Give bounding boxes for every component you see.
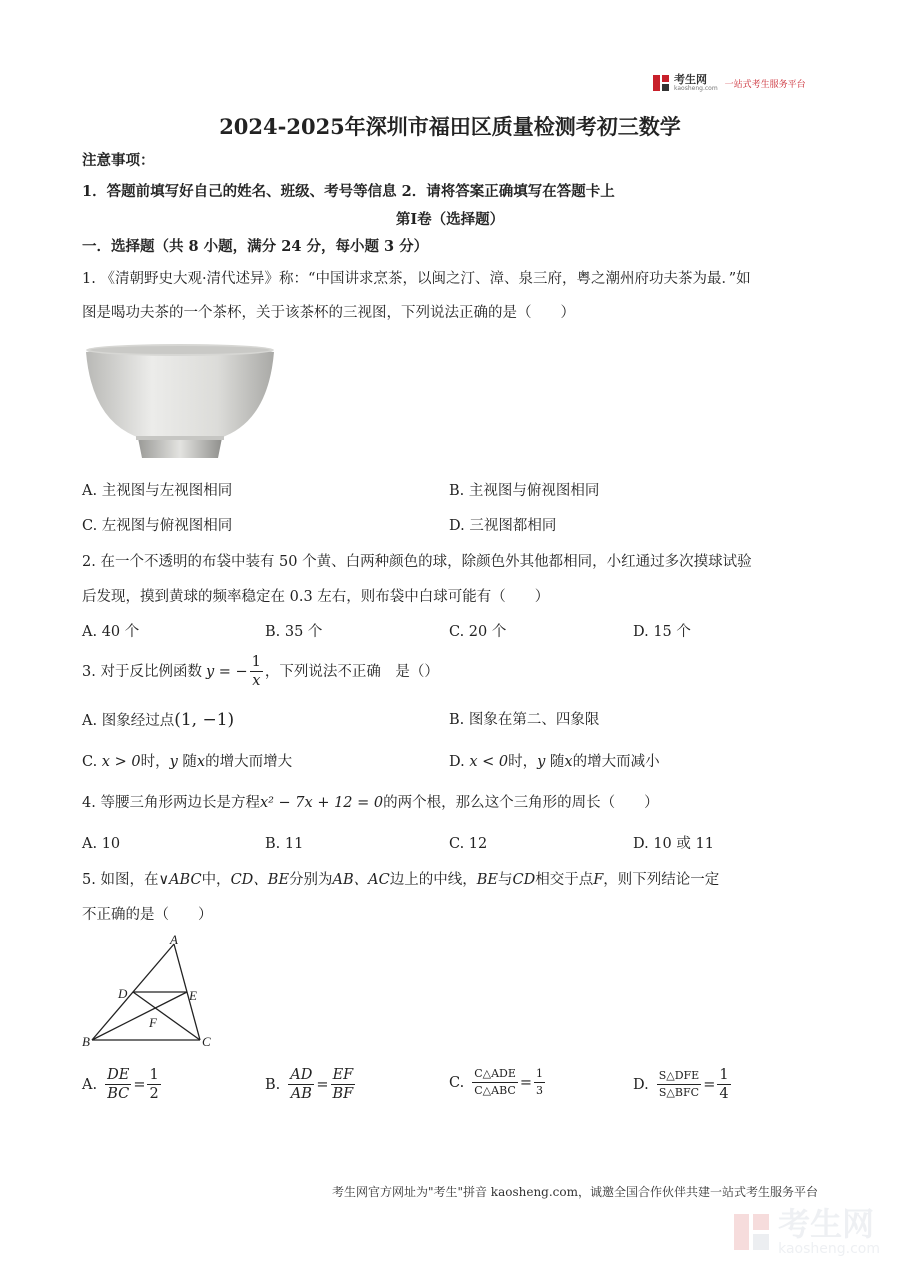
q5-option-a-rnum: 1 — [149, 1067, 159, 1083]
q5-option-b-rhs — [331, 1066, 356, 1103]
q2-option-b: B. 35 个 — [265, 624, 323, 640]
q5-option-a-rhs — [147, 1066, 160, 1103]
q3-option-d-cond: x < 0 — [469, 754, 509, 770]
q3-option-d-mid: 时， — [508, 754, 538, 770]
q5-option-a-eq: = — [133, 1076, 146, 1093]
q4-suffix: 的两个根，那么这个三角形的周长（ ） — [383, 795, 659, 811]
q3-option-d-label: D. — [449, 754, 465, 770]
q5-option-c-lhs — [472, 1066, 518, 1099]
notice-heading: 注意事项： — [82, 152, 155, 169]
q3-func-lhs: y = − — [205, 663, 248, 680]
q1-line2: 图是喝功夫茶的一个茶杯，关于该茶杯的三视图，下列说法正确的是（ ） — [82, 305, 575, 321]
q3-option-c-end: 的增大而增大 — [205, 754, 293, 770]
q4-option-c: C. 12 — [449, 836, 488, 852]
label-c: C — [202, 1034, 211, 1049]
q5-segments: CD、BE — [230, 872, 290, 888]
q5-option-d-num: S△DFE — [657, 1068, 701, 1085]
q5-option-b-rnum: EF — [332, 1067, 354, 1083]
q3-option-b: B. 图象在第二、四象限 — [449, 712, 600, 728]
logo-text-block — [674, 74, 718, 92]
part-title: 第Ⅰ卷（选择题） — [395, 211, 505, 228]
q3-option-d — [449, 752, 660, 772]
logo-name: 考生网 — [674, 73, 707, 86]
q5-option-c-rhs — [534, 1066, 545, 1099]
q5-option-b-num: AD — [290, 1067, 313, 1083]
triangle-figure — [78, 932, 218, 1050]
q1-option-c: C. 左视图与俯视图相同 — [82, 518, 233, 534]
q5-option-d-lhs — [657, 1068, 701, 1101]
q5-option-b-den: AB — [290, 1086, 312, 1102]
q3-func-fraction — [250, 653, 263, 690]
q1-option-d: D. 三视图都相同 — [449, 518, 557, 534]
q5-option-b-rden: BF — [332, 1086, 354, 1102]
q5-text-g: ，则下列结论一定 — [603, 872, 720, 888]
brand-logo — [652, 74, 806, 92]
label-f: F — [149, 1015, 157, 1030]
q3-option-c — [82, 752, 292, 772]
label-d: D — [118, 986, 128, 1001]
logo-slogan: 一站式考生服务平台 — [724, 79, 806, 90]
q2-line2: 后发现，摸到黄球的频率稳定在 0.3 左右，则布袋中白球可能有（ ） — [82, 589, 550, 605]
page-title: 2024-2025年深圳市福田区质量检测考初三数学 — [219, 114, 681, 139]
q3-func-num: 1 — [251, 654, 261, 670]
q3-option-c-cond: x > 0 — [101, 754, 141, 770]
q5-option-d-label: D. — [633, 1076, 649, 1093]
q5-text-f: 相交于点 — [535, 872, 594, 888]
q3-func-den: x — [252, 673, 261, 689]
q5-option-b-eq: = — [316, 1076, 329, 1093]
label-b: B — [82, 1034, 90, 1049]
q1-option-a: A. 主视图与左视图相同 — [82, 483, 233, 499]
q3-option-c-mid2: 随 — [182, 754, 197, 770]
q3-option-c-label: C. — [82, 754, 98, 770]
q2-option-a: A. 40 个 — [82, 624, 140, 640]
q5-option-c-rden: 3 — [536, 1084, 544, 1097]
q1-line1: 1. 《清朝野史大观·清代述异》称：“中国讲求烹茶，以闽之汀、漳、泉三府，粤之潮州府功夫茶为最．”如 — [82, 271, 751, 287]
q4-stem — [82, 793, 659, 813]
q3-option-d-x: x — [564, 754, 573, 770]
q3-prefix: 3. 对于反比例函数 — [82, 663, 202, 680]
q5-option-c-label: C. — [449, 1074, 465, 1091]
q5-be: BE — [476, 872, 498, 888]
q3-option-c-mid: 时， — [140, 754, 170, 770]
q5-line2: 不正确的是（ ） — [82, 907, 213, 923]
q5-option-d-rhs — [717, 1066, 730, 1103]
q5-option-d-eq: = — [703, 1076, 716, 1093]
q5-text-b: 中， — [201, 872, 231, 888]
q3-option-c-x: x — [196, 754, 206, 770]
q5-option-c-rnum: 1 — [534, 1066, 545, 1083]
q5-option-c — [449, 1066, 547, 1099]
q5-text-c: 分别为 — [289, 872, 333, 888]
q3-option-d-y: y — [537, 754, 546, 770]
q3-option-a-point: (1, −1) — [174, 710, 235, 730]
q5-option-a-label: A. — [82, 1076, 98, 1093]
q4-prefix: 4. 等腰三角形两边长是方程 — [82, 795, 260, 811]
q5-option-b — [265, 1066, 357, 1103]
q5-point-f: F — [593, 872, 604, 888]
q5-triangle: ∨ABC — [158, 872, 202, 888]
q5-option-b-lhs — [288, 1066, 314, 1103]
q5-option-a-num: DE — [107, 1067, 130, 1083]
q4-option-b: B. 11 — [265, 836, 304, 852]
q5-option-c-den: C△ABC — [474, 1084, 516, 1097]
q5-option-c-eq: = — [519, 1074, 533, 1091]
q5-cd: CD — [512, 872, 536, 888]
q2-option-d: D. 15 个 — [633, 624, 691, 640]
q5-option-a-den: BC — [107, 1086, 130, 1102]
section-title: 一．选择题（共 8 小题，满分 24 分，每小题 3 分） — [82, 238, 429, 255]
q2-option-c: C. 20 个 — [449, 624, 507, 640]
q4-equation: x² − 7x + 12 = 0 — [259, 795, 384, 811]
kaosheng-logo-icon — [652, 74, 670, 92]
q5-text-a: 5. 如图，在 — [82, 872, 159, 888]
q5-option-d — [633, 1066, 733, 1103]
q5-option-d-rden: 4 — [719, 1086, 729, 1102]
q5-option-b-label: B. — [265, 1076, 281, 1093]
q3-option-c-y: y — [169, 754, 178, 770]
q5-sides: AB、AC — [332, 872, 390, 888]
q5-option-d-rnum: 1 — [719, 1067, 729, 1083]
q5-option-a — [82, 1066, 163, 1103]
q2-line1: 2. 在一个不透明的布袋中装有 50 个黄、白两种颜色的球，除颜色外其他都相同，小红通过多次摸球试验 — [82, 554, 752, 570]
watermark-text-block — [778, 1207, 880, 1257]
label-e: E — [189, 988, 197, 1003]
q1-option-b: B. 主视图与俯视图相同 — [449, 483, 600, 499]
q3-suffix: ，下列说法不正确 是（） — [264, 663, 439, 680]
q4-option-d: D. 10 或 11 — [633, 836, 714, 852]
footer-text: 考生网官方网址为"考生"拼音 kaosheng.com，诚邀全国合作伙伴共建一站式考生服务平台 — [331, 1185, 818, 1199]
watermark-logo-icon — [732, 1212, 772, 1252]
q5-text-d: 边上的中线， — [389, 872, 477, 888]
q5-option-c-num: C△ADE — [472, 1066, 518, 1083]
segment-be — [92, 992, 187, 1040]
q4-option-a: A. 10 — [82, 836, 121, 852]
q3-option-a-text: A. 图象经过点 — [82, 713, 175, 729]
logo-url: kaosheng.com — [674, 85, 718, 92]
q3-stem — [82, 653, 439, 690]
q5-text-e: 与 — [497, 872, 513, 888]
watermark-text: 考生网 — [778, 1205, 875, 1243]
q3-option-d-end: 的增大而减小 — [572, 754, 660, 770]
label-a: A — [170, 932, 178, 947]
q3-option-d-mid2: 随 — [549, 754, 565, 770]
q5-line1 — [82, 870, 719, 890]
teacup-image — [80, 340, 280, 465]
notice-line: 1．答题前填写好自己的姓名、班级、考号等信息 2．请将答案正确填写在答题卡上 — [82, 183, 615, 200]
q3-option-a — [82, 710, 234, 731]
q5-option-a-rden: 2 — [149, 1086, 159, 1102]
watermark-url: kaosheng.com — [778, 1241, 880, 1257]
watermark — [732, 1207, 880, 1257]
q5-option-d-den: S△BFC — [658, 1086, 700, 1099]
q5-option-a-lhs — [105, 1066, 131, 1103]
